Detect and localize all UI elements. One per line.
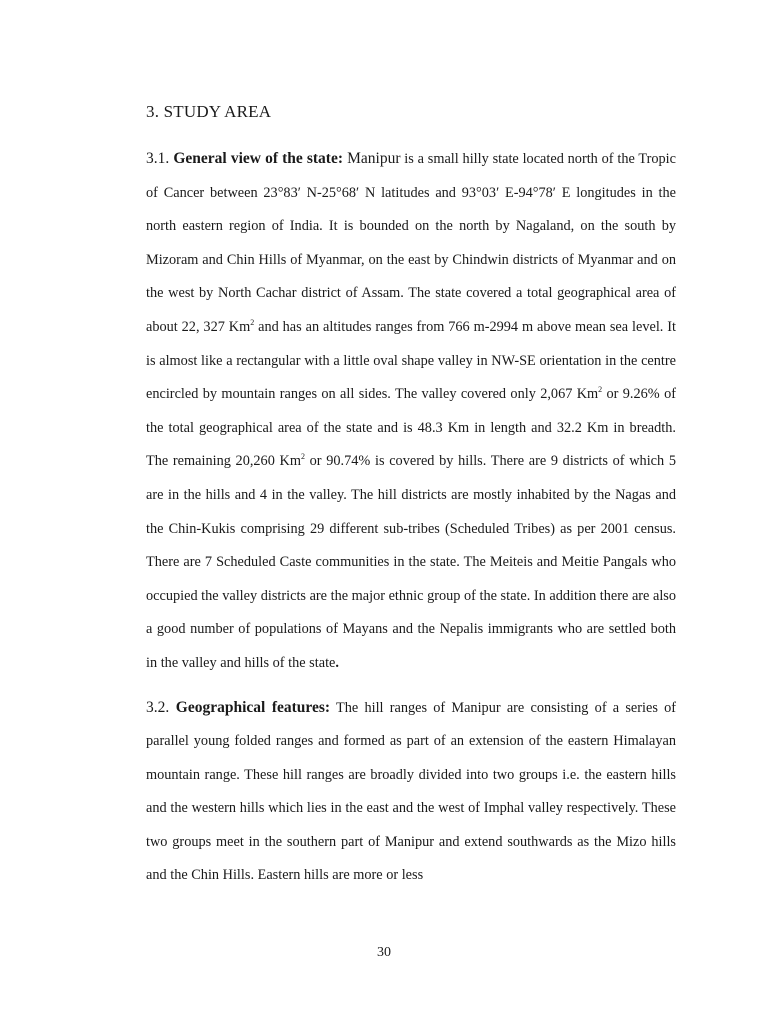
subsection-title: Geographical features:	[175, 698, 331, 716]
paragraph-text: The hill ranges of Manipur are consisting of a series of parallel young folded ranges and formed as part of an extension of the eastern Himalayan mountain range. These hill ranges are broadly divided into two groups i.e. the eastern hills and the western hills which lies in the east and the west of Imphal valley respectively. These two groups meet in the southern part of Manipur and extend southwards as the Mizo hills and the Chin Hills. Eastern hills are more or less	[146, 699, 677, 884]
section-heading: 3. STUDY AREA	[146, 102, 272, 121]
subsection-title: General view of the state:	[173, 150, 343, 167]
superscript: 2	[300, 452, 305, 462]
page-body	[146, 98, 676, 893]
paragraph-general-view	[146, 142, 676, 681]
superscript: 2	[598, 385, 603, 395]
paragraph-text: or 90.74% is covered by hills. There are 9 districts of which 5 are in the hills and 4 in the valley. The hill districts are mostly inhabited by the Nagas and the Chin-Kukis comprising 29 different sub-tribes (Scheduled Tribes) as per 2001 census. There are 7 Scheduled Caste communities in the state. The Meiteis and Meitie Pangals who occupied the valley districts are the major ethnic group of the state. In addition there are also a good number of populations of Mayans and the Nepalis immigrants who are settled both in the valley and hills of the state	[146, 453, 676, 671]
subsection-number: 3.1.	[146, 150, 174, 167]
paragraph-text: and has an altitudes ranges from 766 m-2994 m above mean sea level. It is almost like a rectangular with a little oval shape valley in NW-SE orientation in the centre encircled by mountain ranges on all sides. The valley covered only 2,067 Km	[146, 318, 676, 403]
lead-word: Manipur	[343, 150, 401, 167]
paragraph-text: is a small hilly state located north of the Tropic of Cancer between 23°83′ N-25°68′ N latitudes and 93°03′ E-94°78′ E longitudes in the north eastern region of India. It is bounded on the north by Nagaland, on the south by Mizoram and Chin Hills of Myanmar, on the east by Chindwin districts of Myanmar and on the west by North Cachar district of Assam. The state covered a total geographical area of about 22, 327 Km	[146, 151, 676, 335]
paragraph-geographical-features	[146, 691, 676, 894]
period-mark: .	[335, 654, 339, 671]
subsection-number: 3.2.	[146, 698, 176, 716]
page-number: 30	[377, 945, 391, 960]
paragraph-text: or 9.26% of the total geographical area of the state and is 48.3 Km in length and 32.2 Km in breadth. The remaining 20,260 Km	[146, 386, 676, 470]
superscript: 2	[250, 317, 255, 327]
